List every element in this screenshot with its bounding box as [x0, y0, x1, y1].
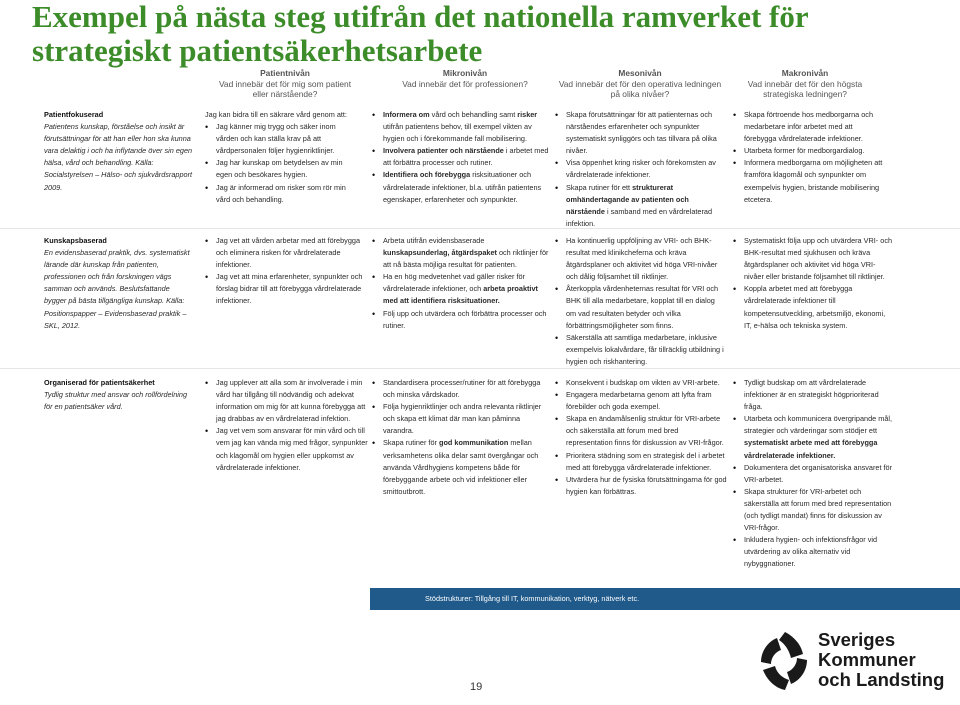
row-description: Patientens kunskap, förståelse och insikt är förutsättningar för att han eller hon ska kunna vara delaktig i och ha inflytande över sin egen hälsa, vård och behandling. Källa: Socialstyrelsen – Hälso- och sjukvårdsrapport 2009. — [44, 122, 193, 192]
bullet-item — [555, 182, 727, 230]
bullet-text: Skapa rutiner för — [383, 438, 439, 448]
row-description: En evidensbaserad praktik, dvs. systematiskt lärande där kunskap från patienten, professionen och från forskningen vägs samman och används. Beslutsfattande bygger på bästa tillgängliga kunskap. Källa: Positionspapper – Evidensbaserad praktik – SKL, 2012. — [44, 248, 190, 330]
bullet-icon: • — [555, 414, 559, 425]
bullet-item — [555, 377, 727, 389]
bullet-item — [372, 169, 550, 205]
page-title: Exempel på nästa steg utifrån det nationella ramverket för strategiskt patientsäkerhetsarbete — [32, 0, 809, 68]
column-header-patient — [210, 68, 360, 100]
bullet-item — [205, 121, 355, 157]
bullet-text: Skapa förtroende hos medborgarna och medarbetare inför arbetet med att förebygga vårdrelaterade infektioner. — [744, 110, 873, 144]
column-question: Vad innebär det för professionen? — [402, 78, 528, 89]
bullet-text: risksituationer och vårdrelaterade infektioner, bl.a. utifrån patientens egenskaper, erfarenheter och synpunkter. — [383, 170, 542, 204]
bullet-text: Jag känner mig trygg och säker inom vården och kan ställa krav på att vårdpersonalen följer hygienriktlinjer. — [216, 122, 336, 156]
row-title: Organiserad för patientsäkerhet — [44, 378, 155, 387]
bullet-item — [555, 157, 727, 181]
logo-line: Sveriges — [818, 629, 896, 650]
bullet-text: Jag vet att vården arbetar med att förebygga och eliminera risken för vårdrelaterade infektioner. — [216, 236, 360, 270]
bullet-icon: • — [733, 110, 737, 120]
bullet-list — [205, 121, 355, 206]
bullet-text: arbeta proaktivt med att identifiera risksituationer. — [383, 284, 538, 306]
logo-line: Kommuner — [818, 649, 916, 670]
bullet-text: systematiskt arbete med att förebygga vårdrelaterade infektioner. — [744, 438, 878, 460]
bullet-item — [555, 450, 727, 474]
cell-meso-row1 — [555, 109, 727, 230]
bullet-item — [733, 235, 893, 283]
bullet-text: Följa hygienriktlinjer och andra relevanta riktlinjer och skapa ett klimat där man kan påminna varandra. — [383, 402, 542, 436]
bullet-text: Jag är informerad om risker som rör min vård och behandling. — [216, 182, 346, 204]
bullet-list — [372, 109, 550, 206]
bullet-text: Jag har kunskap om betydelsen av min egen och besökares hygien. — [216, 158, 343, 180]
bullet-text: Inkludera hygien- och infektionsfrågor vid utvärdering av olika alternativ vid nybyggnationer. — [744, 535, 878, 569]
logo-line: och Landsting — [818, 669, 945, 690]
cell-makro-row1 — [733, 109, 883, 206]
bullet-item — [733, 145, 883, 157]
column-header-meso — [555, 68, 725, 100]
bullet-list — [372, 235, 550, 332]
bullet-icon: • — [733, 284, 737, 295]
bullet-text: Informera om — [383, 110, 430, 119]
bullet-item — [733, 157, 883, 205]
column-level: Mikronivån — [442, 68, 488, 78]
bullet-text: Jag vet att mina erfarenheter, synpunkter och förslag bidrar till att förebygga vårdrelaterade infektioner. — [216, 272, 363, 306]
bullet-item — [733, 534, 893, 570]
bullet-text: Utvärdera hur de fysiska förutsättningarna för god hygien kan förbättras. — [566, 474, 727, 496]
bullet-icon: • — [555, 378, 559, 388]
bullet-text: utifrån patientens behov, till exempel vikten av hygien och i förekommande fall mobilisering. — [383, 122, 532, 144]
cell-patient-row1 — [205, 109, 355, 206]
bullet-item — [555, 283, 727, 331]
bullet-icon: • — [555, 182, 559, 193]
column-question: Vad innebär det för den operativa ledningen på olika nivåer? — [558, 78, 722, 99]
bullet-icon: • — [733, 535, 737, 546]
skl-logo — [755, 628, 955, 698]
bullet-text: Säkerställa att samtliga medarbetare, inklusive exempelvis lokalvårdare, får tillräcklig utbildning i hygien och riskhantering. — [566, 332, 724, 366]
bullet-item — [733, 486, 893, 534]
bullet-item — [733, 462, 893, 486]
bullet-text: Utarbeta och kommunicera övergripande mål, strategier och värderingar som stödjer ett — [744, 414, 893, 436]
column-level: Patientnivån — [260, 68, 310, 78]
bullet-icon: • — [555, 158, 559, 169]
bullet-item — [205, 157, 355, 181]
cell-makro-row2 — [733, 235, 893, 332]
column-question: Vad innebär det för den högsta strategiska ledningen? — [747, 78, 863, 99]
bullet-text: Ha kontinuerlig uppföljning av VRI- och BHK-resultat med klinikcheferna och kräva åtgärdsplaner och aktivitet vid höga VRI-nivåer och dålig följsamhet till riktlinjer. — [566, 236, 718, 282]
bullet-text: kunskapsunderlag, åtgärdspaket — [383, 248, 497, 258]
row-header-patientfokuserad — [44, 109, 194, 194]
bullet-text: Informera medborgarna om möjligheten att framföra klagomål och synpunkter om exempelvis hygien, bristande mobilisering etcetera. — [744, 158, 883, 204]
bullet-item — [205, 235, 370, 271]
page-number: 19 — [470, 681, 483, 693]
bullet-text: Engagera medarbetarna genom att lyfta fram förebilder och goda exempel. — [566, 390, 712, 412]
bullet-text: Tydligt budskap om att vårdrelaterade infektioner är en strategiskt högprioriterad fråga. — [744, 378, 879, 412]
bullet-text: i arbetet med att förbättra processer och rutiner. — [383, 146, 549, 168]
bullet-text: Involvera patienter och närstående — [383, 146, 504, 156]
bullet-text: Skapa strukturer för VRI-arbetet och säkerställa att forum med bred representation (och tydligt mandat) finns för diskussion av VRI-frågor. — [744, 486, 892, 533]
bullet-icon: • — [733, 146, 737, 157]
bullet-text: god kommunikation — [438, 438, 509, 448]
bullet-text: vård och behandling samt — [429, 110, 518, 119]
bullet-icon: • — [372, 110, 376, 120]
bullet-text: Följ upp och utvärdera och förbättra processer och rutiner. — [383, 308, 547, 330]
row-title: Kunskapsbaserad — [44, 236, 107, 245]
bullet-icon: • — [372, 378, 376, 388]
bullet-item — [205, 377, 370, 425]
cell-mikro-row1 — [372, 109, 550, 206]
bullet-item — [555, 389, 727, 413]
bullet-icon: • — [555, 110, 559, 120]
column-header-mikro — [385, 68, 545, 89]
bullet-text: i samband med en vårdrelaterad infektion. — [566, 206, 713, 228]
bullet-icon: • — [555, 474, 559, 485]
bullet-icon: • — [555, 236, 559, 246]
bullet-item — [372, 308, 550, 332]
cell-intro: Jag kan bidra till en säkrare vård genom att: — [205, 110, 347, 119]
bullet-list — [555, 235, 727, 368]
bullet-item — [733, 377, 893, 413]
bullet-list — [555, 109, 727, 230]
bullet-item — [372, 235, 550, 271]
bullet-text: Identifiera och förebygga — [383, 170, 471, 180]
bullet-icon: • — [733, 486, 737, 497]
cell-meso-row3 — [555, 377, 727, 498]
bullet-item — [555, 235, 727, 283]
bullet-text: Jag upplever att alla som är involverade i min vård har tillgång till nödvändig och adekvat information om mig för att kunna förebygga att jag drabbas av en vårdrelaterad infektion. — [216, 378, 366, 424]
bullet-icon: • — [205, 236, 209, 246]
bullet-item — [372, 377, 550, 401]
bullet-item — [372, 401, 550, 437]
bullet-icon: • — [372, 236, 376, 246]
bullet-icon: • — [205, 158, 209, 169]
bullet-list — [205, 377, 370, 474]
bullet-text: Återkoppla vårdenheternas resultat för VRI och BHK till alla medarbetare, kopplat till en dialog om vad resultaten betyder och vilka förbättringsmöjligheter som finns. — [566, 284, 719, 330]
bullet-icon: • — [205, 122, 209, 133]
bullet-icon: • — [733, 414, 737, 425]
bullet-item — [733, 413, 893, 461]
bullet-text: mellan verksamhetens olika delar samt övergångar och använda Vårdhygiens kompetens både för förebyggande arbete och vid infektioner eller smittoutbrott. — [383, 438, 539, 496]
bullet-icon: • — [205, 378, 209, 388]
bullet-text: Visa öppenhet kring risker och förekomsten av vårdrelaterade infektioner. — [566, 158, 716, 180]
bullet-item — [733, 109, 883, 145]
column-question: Vad innebär det för mig som patient eller närstående? — [218, 78, 352, 99]
cell-makro-row3 — [733, 377, 893, 571]
bullet-item — [555, 332, 727, 368]
bullet-text: strukturerat omhändertagande av patienten och närstående — [566, 182, 689, 216]
bullet-icon: • — [205, 182, 209, 193]
bullet-item — [372, 109, 550, 145]
cell-meso-row2 — [555, 235, 727, 368]
bullet-list — [733, 377, 893, 571]
cell-patient-row3 — [205, 377, 370, 474]
bullet-text: Skapa förutsättningar för att patienternas och närståendes erfarenheter och synpunkter systematiskt synliggörs och tas tillvara på olika nivåer. — [566, 110, 717, 156]
bullet-list — [733, 235, 893, 332]
support-structures-banner: Stödstrukturer: Tillgång till IT, kommunikation, verktyg, nätverk etc. — [370, 588, 960, 610]
logo-mark-icon — [755, 628, 815, 694]
bullet-list — [733, 109, 883, 206]
cell-mikro-row3 — [372, 377, 550, 498]
row-divider — [0, 368, 960, 369]
bullet-icon: • — [555, 390, 559, 401]
bullet-text: risker — [517, 110, 538, 119]
bullet-icon: • — [733, 378, 737, 388]
bullet-list — [205, 235, 370, 308]
bullet-icon: • — [555, 450, 559, 461]
row-description: Tydlig struktur med ansvar och rollfördelning för en patientsäker vård. — [44, 390, 188, 412]
bullet-item — [555, 413, 727, 449]
bullet-text: Standardisera processer/rutiner för att förebygga och minska vårdskador. — [383, 378, 541, 400]
bullet-text: Ha en hög medvetenhet vad gäller risker för vårdrelaterade infektioner, och — [383, 272, 525, 294]
bullet-icon: • — [372, 272, 376, 283]
bullet-item — [372, 437, 550, 497]
bullet-icon: • — [733, 462, 737, 473]
cell-patient-row2 — [205, 235, 370, 308]
bullet-icon: • — [372, 438, 376, 449]
column-level: Makronivån — [781, 68, 829, 78]
bullet-text: Utarbeta former för medborgardialog. — [744, 146, 865, 156]
bullet-text: och riktlinjer för att nå bästa möjliga resultat för patienten. — [383, 248, 549, 270]
bullet-item — [555, 474, 727, 498]
bullet-item — [372, 271, 550, 307]
bullet-icon: • — [733, 158, 737, 169]
bullet-text: Koppla arbetet med att förebygga vårdrelaterade infektioner till kompetensutveckling, arbetsmiljö, ekonomi, IT, e-hälsa och tekniska system. — [744, 284, 886, 330]
row-header-organiserad — [44, 377, 194, 413]
bullet-icon: • — [555, 284, 559, 295]
bullet-item — [205, 182, 355, 206]
bullet-icon: • — [205, 426, 209, 437]
bullet-icon: • — [205, 272, 209, 283]
bullet-icon: • — [372, 402, 376, 413]
logo-text — [818, 630, 944, 690]
bullet-text: Jag vet vem som ansvarar för min vård och till vem jag kan vända mig med frågor, synpunkter och klagomål om hygien eller uppkomst av vårdrelaterade infektioner. — [216, 426, 368, 472]
bullet-text: Skapa rutiner för ett — [566, 182, 633, 192]
cell-mikro-row2 — [372, 235, 550, 332]
bullet-text: Prioritera städning som en strategisk del i arbetet med att förebygga vårdrelaterade infektioner. — [566, 450, 725, 472]
bullet-text: Dokumentera det organisatoriska ansvaret för VRI-arbetet. — [744, 462, 893, 484]
bullet-text: Systematiskt följa upp och utvärdera VRI- och BHK-resultat med sjukhusen och kräva åtgärdsplaner och aktivitet vid höga VRI-nivåer eller bristande följsamhet till riktlinjer. — [744, 236, 893, 282]
bullet-list — [372, 377, 550, 498]
column-header-makro — [730, 68, 880, 100]
bullet-icon: • — [372, 170, 376, 181]
bullet-item — [372, 145, 550, 169]
bullet-icon: • — [372, 308, 376, 319]
bullet-item — [733, 283, 893, 331]
bullet-text: Arbeta utifrån evidensbaserade — [383, 236, 485, 245]
bullet-icon: • — [733, 236, 737, 246]
bullet-text: Konsekvent i budskap om vikten av VRI-arbete. — [566, 378, 720, 387]
bullet-icon: • — [372, 146, 376, 157]
bullet-item — [555, 109, 727, 157]
row-header-kunskapsbaserad — [44, 235, 194, 332]
bullet-item — [205, 425, 370, 473]
bullet-item — [205, 271, 370, 307]
column-level: Mesonivån — [618, 68, 662, 78]
row-divider — [0, 228, 960, 229]
bullet-list — [555, 377, 727, 498]
bullet-text: Skapa en ändamålsenlig struktur för VRI-arbete och säkerställa att forum med bred representation finns för diskussion av VRI-frågor. — [566, 414, 724, 448]
row-title: Patientfokuserad — [44, 110, 104, 119]
bullet-icon: • — [555, 332, 559, 343]
